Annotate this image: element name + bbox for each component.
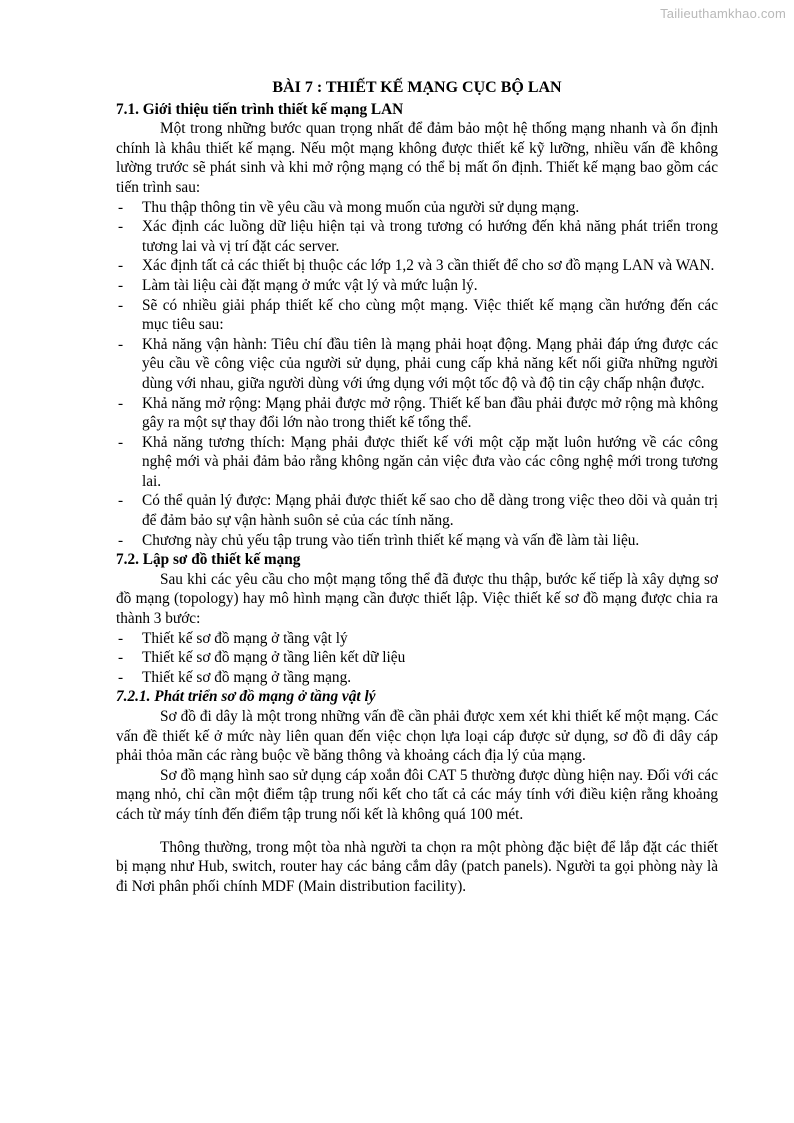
watermark: Tailieuthamkhao.com <box>660 6 786 21</box>
section-7-2-intro: Sau khi các yêu cầu cho một mạng tổng thể đã được thu thập, bước kế tiếp là xây dựng sơ đồ mạng (topology) hay mô hình mạng cần được thiết lập. Việc thiết kế sơ đồ mạng được chia ra thành 3 bước: <box>116 570 718 628</box>
list-item: - Thu thập thông tin về yêu cầu và mong muốn của người sử dụng mạng. <box>118 198 580 216</box>
section-7-2-list <box>116 629 718 688</box>
list-item: - Làm tài liệu cài đặt mạng ở mức vật lý và mức luận lý. <box>118 276 478 294</box>
section-7-1-list <box>116 198 718 551</box>
paragraph-gap <box>116 825 718 838</box>
list-item: - Xác định các luồng dữ liệu hiện tại và trong tương có hướng đến khả năng phát triển trong tương lai và vị trí đặt các server. <box>118 218 718 255</box>
list-item: - Chương này chủ yếu tập trung vào tiến trình thiết kế mạng và vấn đề làm tài liệu. <box>118 531 640 549</box>
section-7-2-1-paragraph-3: Thông thường, trong một tòa nhà người ta chọn ra một phòng đặc biệt để lắp đặt các thiết bị mạng như Hub, switch, router hay các bảng cắm dây (patch panels). Người ta gọi phòng này là đi Nơi phân phối chính MDF (Main distribution facility). <box>116 838 718 895</box>
page-title: BÀI 7 : THIẾT KẾ MẠNG CỤC BỘ LAN <box>272 79 562 96</box>
section-7-2-1-heading: 7.2.1. Phát triển sơ đồ mạng ở tầng vật lý <box>116 688 376 706</box>
section-7-2-1-paragraph-1: Sơ đồ đi dây là một trong những vấn đề cần phải được xem xét khi thiết kế một mạng. Các vấn đề thiết kế ở mức này liên quan đến việc chọn lựa loại cáp được sử dụng, sơ đồ đi dây cáp phải thỏa mãn các ràng buộc về băng thông và khoảng cách địa lý của mạng. <box>116 708 718 765</box>
list-item: - Thiết kế sơ đồ mạng ở tầng vật lý <box>118 629 348 647</box>
section-7-2-1-paragraph-2: Sơ đồ mạng hình sao sử dụng cáp xoắn đôi CAT 5 thường được dùng hiện nay. Đối với các mạng nhỏ, chỉ cần một điểm tập trung nối kết cho tất cả các máy tính với điều kiện rằng khoảng cách từ máy tính đến điểm tập trung nối kết là không quá 100 mét. <box>116 766 718 823</box>
list-item: - Có thể quản lý được: Mạng phải được thiết kế sao cho dễ dàng trong việc theo dõi và quản trị để đảm bảo sự vận hành suôn sẻ của các tính năng. <box>118 492 718 530</box>
section-7-2-heading: 7.2. Lập sơ đồ thiết kế mạng <box>116 551 301 569</box>
list-item: - Khả năng tương thích: Mạng phải được thiết kế với một cặp mặt luôn hướng về các công nghệ mới và phải đảm bảo rằng không ngăn cản việc đưa vào các công nghệ mới trong tương lai. <box>118 433 718 490</box>
list-item: - Khả năng mở rộng: Mạng phải được mở rộng. Thiết kế ban đầu phải được mở rộng mà không gây ra một sự thay đổi lớn nào trong thiết kế tổng thể. <box>118 394 718 432</box>
list-item: - Thiết kế sơ đồ mạng ở tầng mạng. <box>118 668 352 686</box>
list-item: - Khả năng vận hành: Tiêu chí đầu tiên là mạng phải hoạt động. Mạng phải đáp ứng được các yêu cầu về công việc của người sử dụng, phải cung cấp khả năng kết nối giữa những người dùng với nhau, giữa người dùng với ứng dụng với một tốc độ và độ tin cậy chấp nhận được. <box>118 335 718 392</box>
list-item: - Xác định tất cả các thiết bị thuộc các lớp 1,2 và 3 cần thiết để cho sơ đồ mạng LAN và WAN. <box>118 257 715 275</box>
section-7-1-heading: 7.1. Giới thiệu tiến trình thiết kế mạng LAN <box>116 100 404 118</box>
list-item: - Thiết kế sơ đồ mạng ở tầng liên kết dữ liệu <box>118 649 406 667</box>
list-item: - Sẽ có nhiều giải pháp thiết kế cho cùng một mạng. Việc thiết kế mạng cần hướng đến các mục tiêu sau: <box>118 296 718 334</box>
section-7-1-intro: Một trong những bước quan trọng nhất để đảm bảo một hệ thống mạng nhanh và ổn định chính là khâu thiết kế mạng. Nếu một mạng không được thiết kế kỹ lưỡng, nhiều vấn đề không lường trước sẽ phát sinh và khi mở rộng mạng có thể bị mất ổn định. Thiết kế mạng bao gồm các tiến trình sau: <box>116 120 718 196</box>
document-page <box>116 78 718 896</box>
